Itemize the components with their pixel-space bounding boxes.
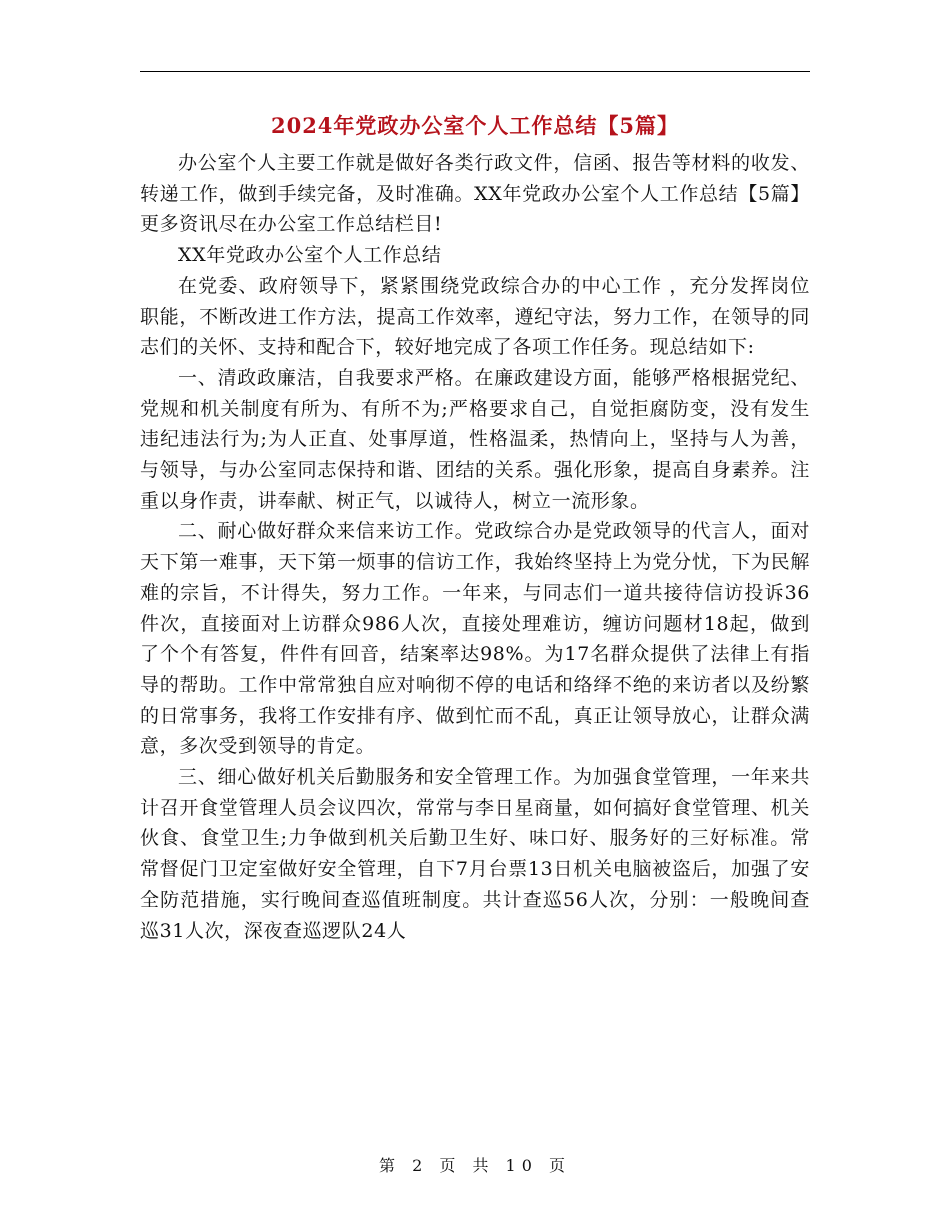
document-title: 2024年党政办公室个人工作总结【5篇】 [270, 113, 680, 138]
paragraph-section-2: 二、耐心做好群众来信来访工作。党政综合办是党政领导的代言人，面对天下第一难事，天下第一烦事的信访工作，我始终坚持上为党分忧，下为民解难的宗旨，不计得失，努力工作。一年来，与同志们一道共接待信访投诉36件次，直接面对上访群众986人次，直接处理难访，缠访问题材18起，做到了个个有答复，件件有回音，结案率达98%。为17名群众提供了法律上有指导的帮助。工作中常常独自应对响彻不停的电话和络绎不绝的来访者以及纷繁的日常事务，我将工作安排有序、做到忙而不乱，真正让领导放心，让群众满意，多次受到领导的肯定。 [140, 520, 810, 758]
paragraph-subtitle: XX年党政办公室个人工作总结 [178, 244, 442, 267]
paragraph-section-1: 一、清政政廉洁，自我要求严格。在廉政建设方面，能够严格根据党纪、党规和机关制度有所为、有所不为;严格要求自己，自觉拒腐防变，没有发生违纪违法行为;为人正直、处事厚道，性格温柔，热情向上，坚持与人为善，与领导，与办公室同志保持和谐、团结的关系。强化形象，提高自身素养。注重以身作责，讲奉献、树正气，以诚待人，树立一流形象。 [140, 366, 810, 512]
paragraph-intro: 办公室个人主要工作就是做好各类行政文件，信函、报告等材料的收发、转递工作，做到手续完备，及时准确。XX年党政办公室个人工作总结【5篇】更多资讯尽在办公室工作总结栏目! [140, 152, 810, 236]
paragraph-section-3: 三、细心做好机关后勤服务和安全管理工作。为加强食堂管理，一年来共计召开食堂管理人员会议四次，常常与李日星商量，如何搞好食堂管理、机关伙食、食堂卫生;力争做到机关后勤卫生好、味口好、服务好的三好标准。常常督促门卫定室做好安全管理，自下7月台票13日机关电脑被盗后，加强了安全防范措施，实行晚间查巡值班制度。共计查巡56人次，分别：一般晚间查巡31人次，深夜查巡逻队24人 [140, 766, 810, 942]
paragraph-overview: 在党委、政府领导下，紧紧围绕党政综合办的中心工作 ，充分发挥岗位职能，不断改进工作方法，提高工作效率，遵纪守法，努力工作，在领导的同志们的关怀、支持和配合下，较好地完成了各项工作任务。现总结如下: [140, 274, 810, 359]
page-number: 第 2 页 共 10 页 [379, 1156, 571, 1175]
header-rule [140, 71, 810, 72]
document-body [140, 148, 810, 946]
